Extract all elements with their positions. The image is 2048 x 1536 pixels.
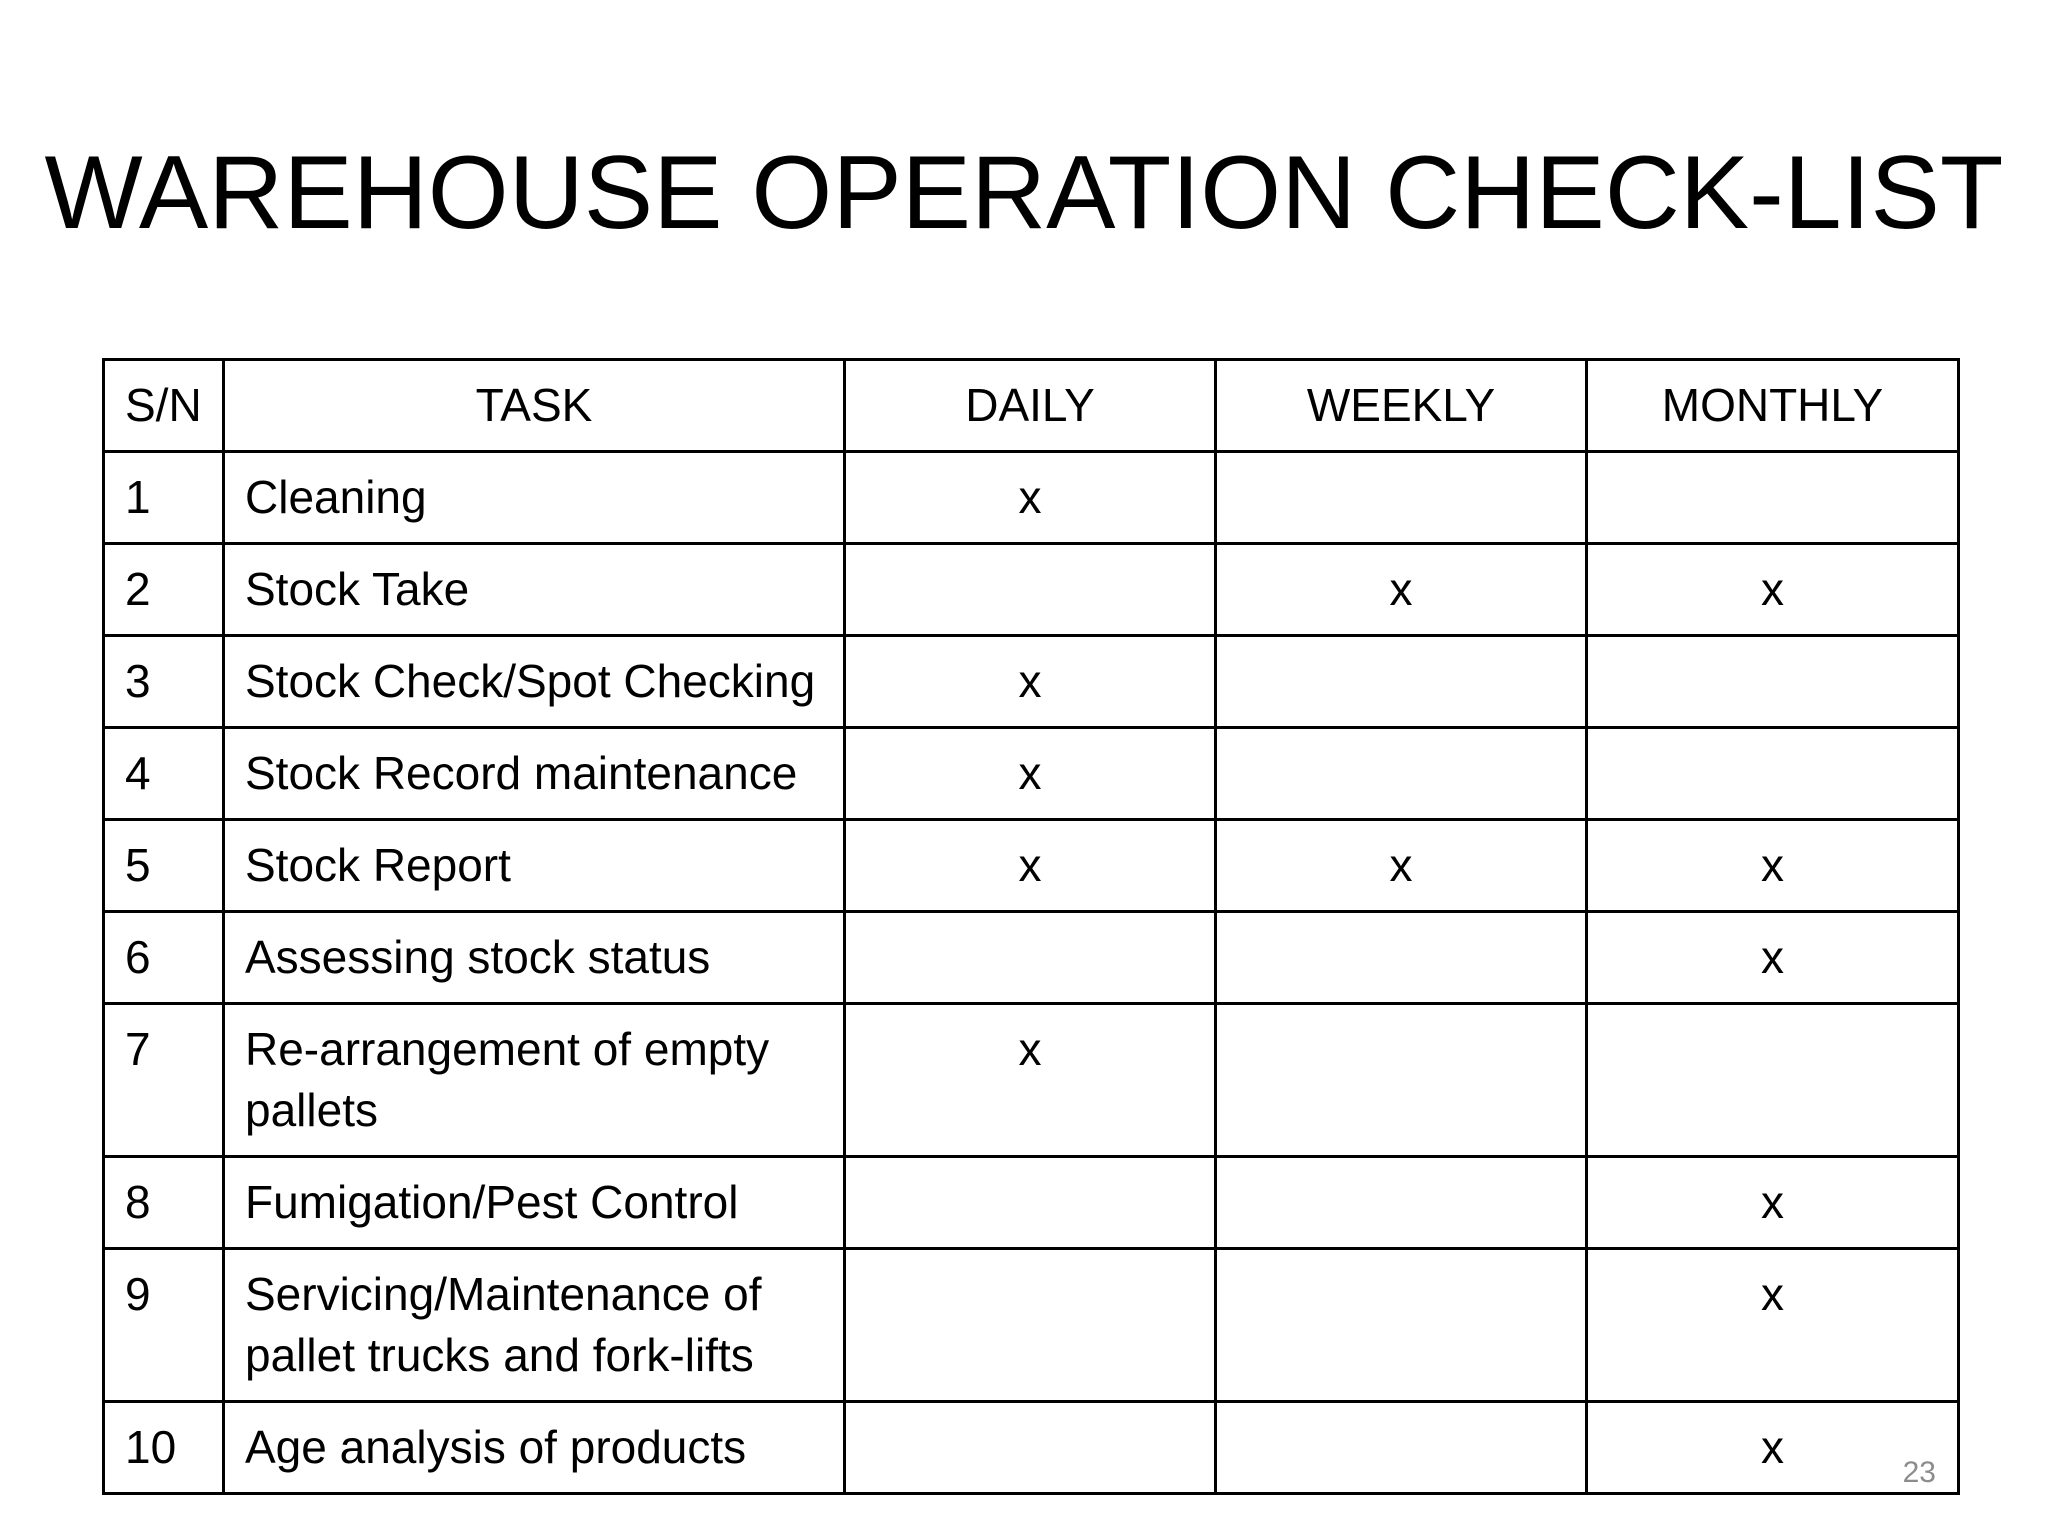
row-task: Re-arrangement of empty pallets (224, 1004, 845, 1157)
table-row (104, 728, 1959, 820)
row-monthly-mark: x (1587, 1157, 1959, 1249)
row-monthly-mark: x (1587, 820, 1959, 912)
row-sn: 8 (104, 1157, 224, 1249)
row-sn: 6 (104, 912, 224, 1004)
row-daily-mark: x (845, 452, 1216, 544)
row-daily-mark: x (845, 728, 1216, 820)
row-weekly-mark (1216, 452, 1587, 544)
row-monthly-mark: x (1587, 544, 1959, 636)
row-weekly-mark: x (1216, 820, 1587, 912)
row-daily-mark: x (845, 820, 1216, 912)
row-monthly-mark: x (1587, 1249, 1959, 1402)
header-sn: S/N (104, 360, 224, 452)
row-sn: 9 (104, 1249, 224, 1402)
row-sn: 7 (104, 1004, 224, 1157)
row-weekly-mark (1216, 912, 1587, 1004)
row-daily-mark (845, 912, 1216, 1004)
row-task: Stock Record maintenance (224, 728, 845, 820)
table-row (104, 452, 1959, 544)
table-row (104, 636, 1959, 728)
checklist-table-container (102, 358, 1957, 1495)
row-monthly-mark (1587, 636, 1959, 728)
table-row (104, 1157, 1959, 1249)
row-monthly-mark (1587, 452, 1959, 544)
row-task: Cleaning (224, 452, 845, 544)
row-weekly-mark: x (1216, 544, 1587, 636)
row-daily-mark (845, 1157, 1216, 1249)
row-task: Stock Check/Spot Checking (224, 636, 845, 728)
header-monthly: MONTHLY (1587, 360, 1959, 452)
table-row (104, 544, 1959, 636)
row-task: Stock Report (224, 820, 845, 912)
row-daily-mark: x (845, 1004, 1216, 1157)
table-row (104, 1402, 1959, 1494)
row-monthly-mark: x (1587, 912, 1959, 1004)
page-number: 23 (1902, 1456, 1936, 1489)
row-monthly-mark: x (1587, 1402, 1959, 1494)
row-weekly-mark (1216, 1004, 1587, 1157)
header-daily: DAILY (845, 360, 1216, 452)
header-weekly: WEEKLY (1216, 360, 1587, 452)
header-task: TASK (224, 360, 845, 452)
row-task: Age analysis of products (224, 1402, 845, 1494)
row-task: Stock Take (224, 544, 845, 636)
row-task: Fumigation/Pest Control (224, 1157, 845, 1249)
checklist-table (102, 358, 1960, 1495)
row-weekly-mark (1216, 1157, 1587, 1249)
table-row (104, 912, 1959, 1004)
row-weekly-mark (1216, 728, 1587, 820)
row-weekly-mark (1216, 636, 1587, 728)
table-row (104, 1004, 1959, 1157)
row-weekly-mark (1216, 1249, 1587, 1402)
row-monthly-mark (1587, 728, 1959, 820)
table-row (104, 1249, 1959, 1402)
table-header-row (104, 360, 1959, 452)
row-monthly-mark (1587, 1004, 1959, 1157)
row-task: Assessing stock status (224, 912, 845, 1004)
row-sn: 10 (104, 1402, 224, 1494)
row-sn: 2 (104, 544, 224, 636)
row-daily-mark: x (845, 636, 1216, 728)
row-sn: 1 (104, 452, 224, 544)
row-weekly-mark (1216, 1402, 1587, 1494)
row-sn: 3 (104, 636, 224, 728)
row-daily-mark (845, 1402, 1216, 1494)
row-task: Servicing/Maintenance of pallet trucks and fork-lifts (224, 1249, 845, 1402)
row-sn: 5 (104, 820, 224, 912)
row-sn: 4 (104, 728, 224, 820)
slide-title: WAREHOUSE OPERATION CHECK-LIST (44, 135, 2004, 251)
table-row (104, 820, 1959, 912)
row-daily-mark (845, 544, 1216, 636)
row-daily-mark (845, 1249, 1216, 1402)
